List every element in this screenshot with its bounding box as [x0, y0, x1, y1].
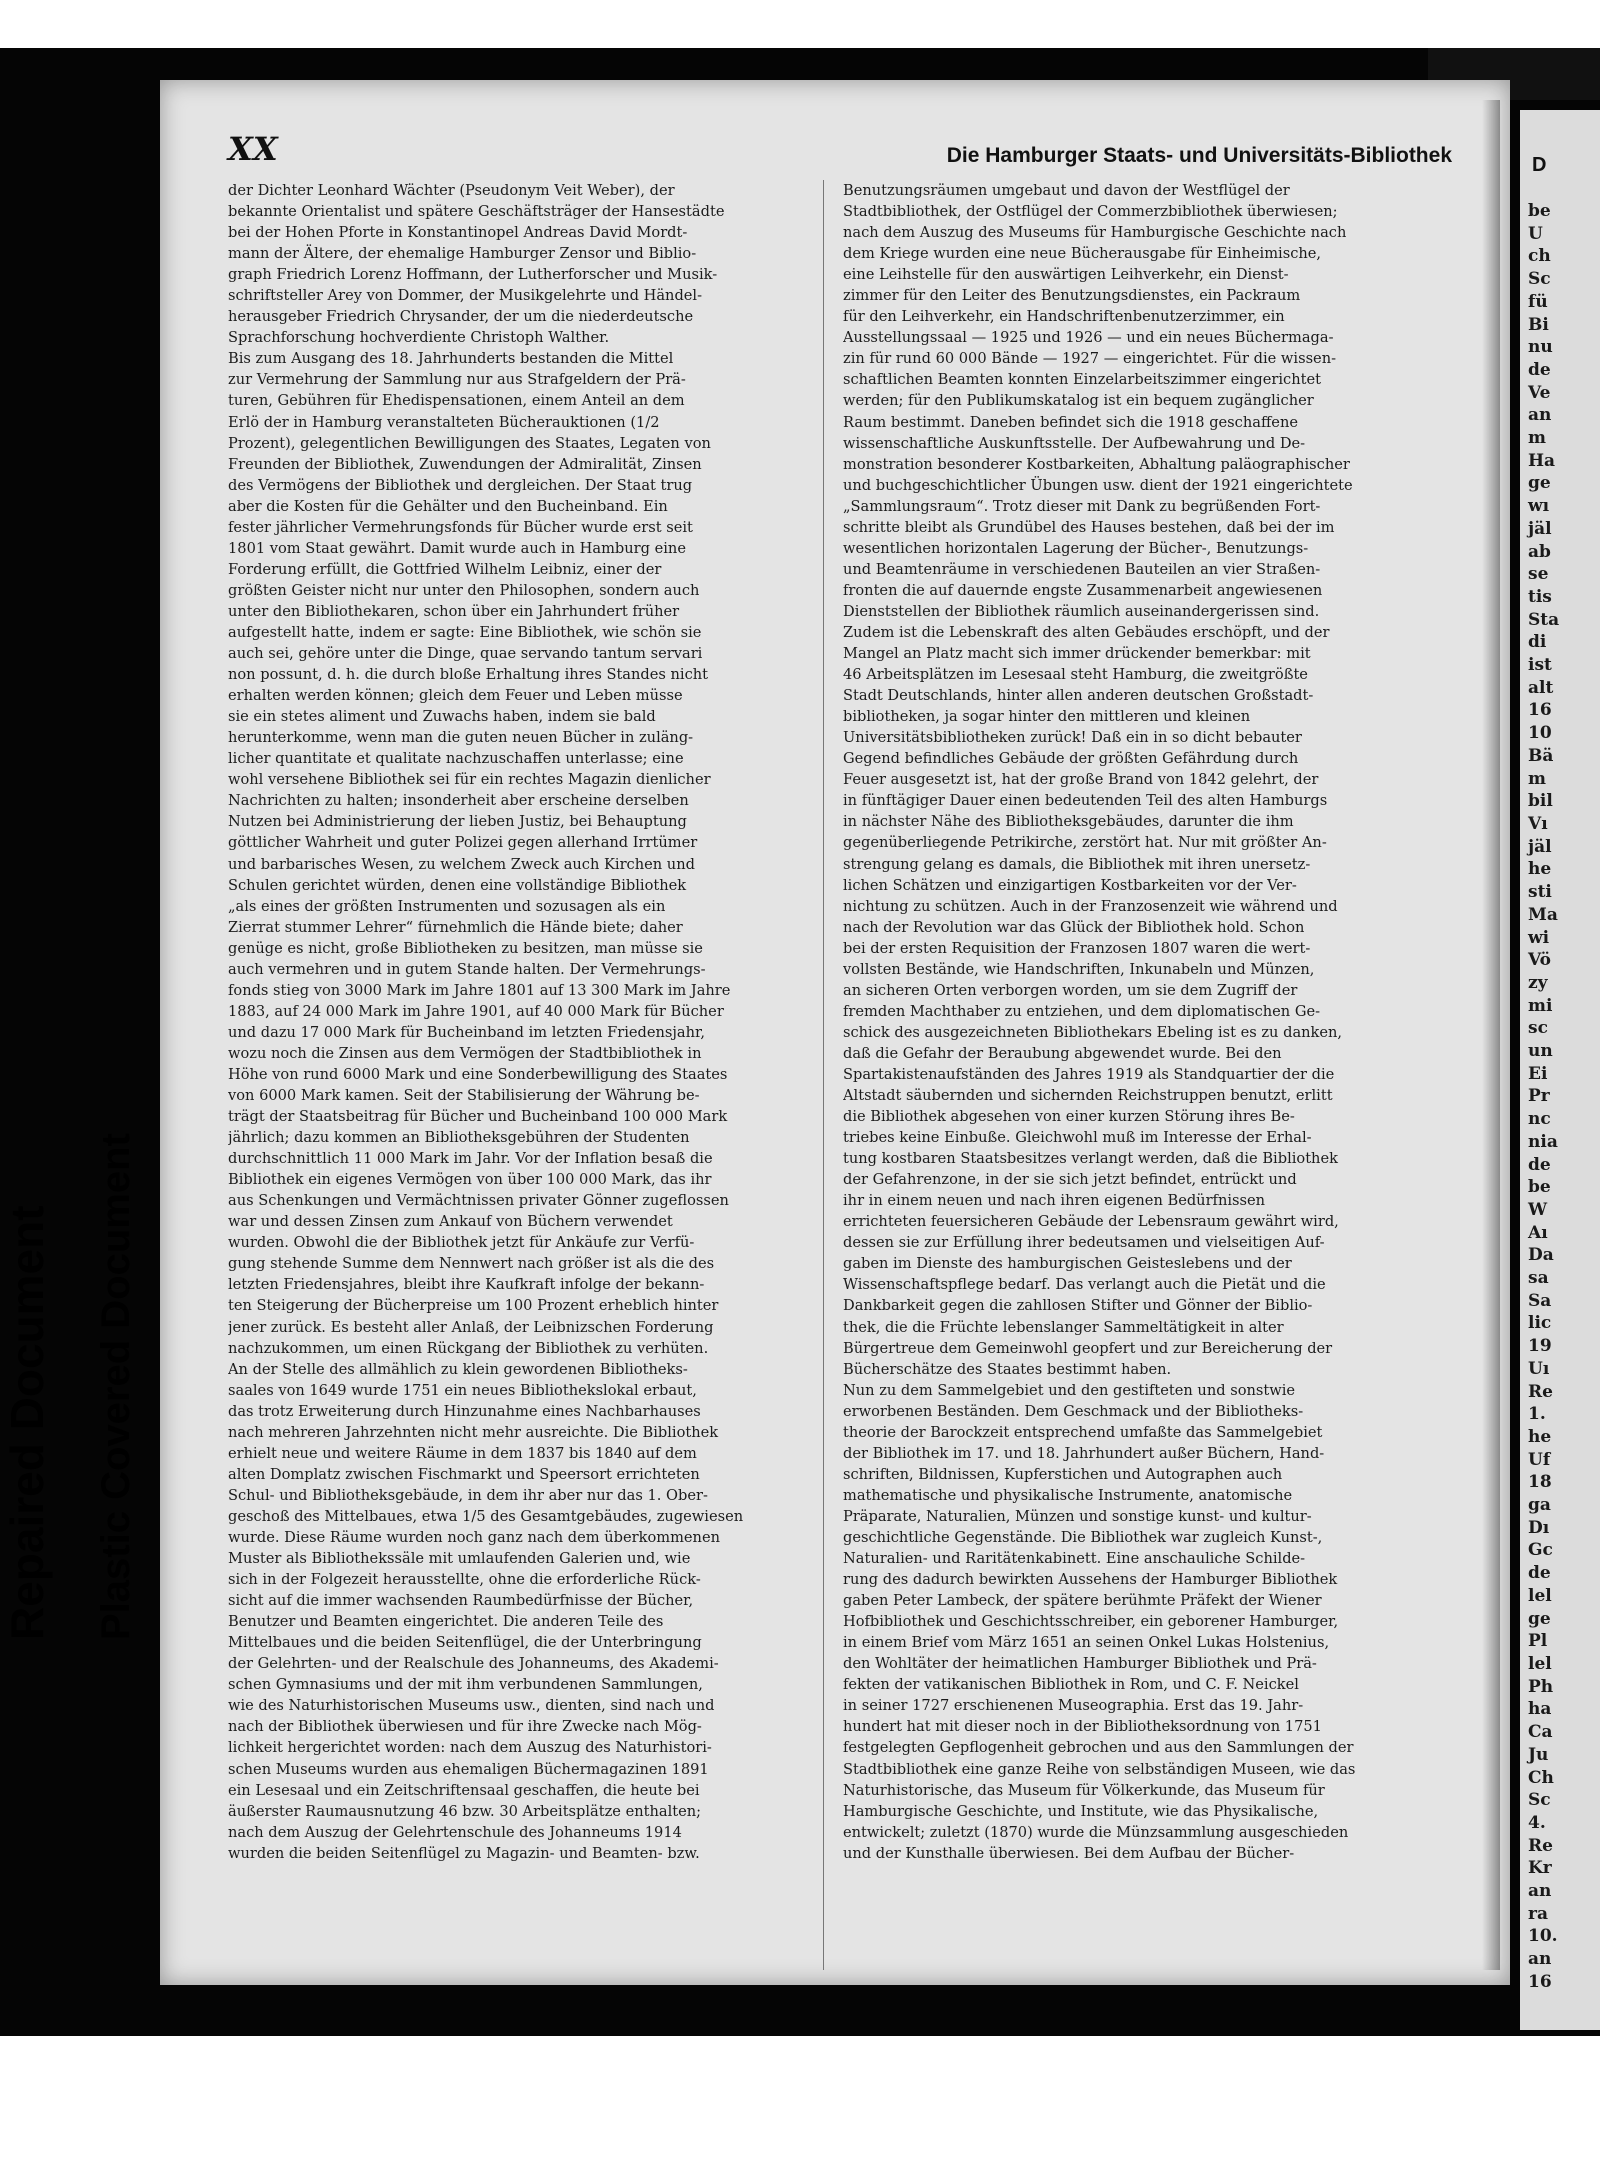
adjacent-text-line: se	[1528, 564, 1549, 585]
text-line: Freunden der Bibliothek, Zuwendungen der Admiralität, Zinsen	[228, 455, 702, 473]
adjacent-text-line: Ph	[1528, 1676, 1554, 1697]
text-line: rung des dadurch bewirkten Aussehens der Hamburger Bibliothek	[843, 1571, 1338, 1589]
text-line: die Bibliothek abgesehen von einer kurzen Störung ihres Be-	[843, 1108, 1295, 1126]
text-line: monstration besonderer Kostbarkeiten, Abhaltung paläographischer	[843, 455, 1350, 473]
text-line: fester jährlicher Vermehrungsfonds für Bücher wurde erst seit	[228, 518, 693, 536]
adjacent-text-line: de	[1528, 1154, 1551, 1175]
text-line: bibliotheken, ja sogar hinter den mittleren und kleinen	[843, 708, 1251, 726]
text-line: mathematische und physikalische Instrumente, anatomische	[843, 1486, 1293, 1504]
text-line: durchschnittlich 11 000 Mark im Jahr. Vor der Inflation besaß die	[228, 1150, 713, 1168]
text-line: schen Gymnasiums und der mit ihm verbundenen Sammlungen,	[228, 1676, 703, 1694]
text-line: und barbarisches Wesen, zu welchem Zweck auch Kirchen und	[228, 855, 695, 873]
adjacent-text-line: 16	[1528, 700, 1552, 721]
adjacent-text-line: jäl	[1528, 518, 1552, 539]
text-line: ten Steigerung der Bücherpreise um 100 Prozent erheblich hinter	[228, 1297, 719, 1315]
text-line: Präparate, Naturalien, Münzen und sonstige kunst- und kultur-	[843, 1507, 1312, 1525]
adjacent-text-line: Vı	[1528, 813, 1548, 834]
text-line: festgelegten Gepflogenheit gebrochen und aus den Sammlungen der	[843, 1739, 1354, 1757]
text-line: aufgestellt hatte, indem er sagte: Eine Bibliothek, wie schön sie	[228, 623, 702, 641]
adjacent-text-line: sa	[1528, 1268, 1549, 1289]
text-line: und der Kunsthalle überwiesen. Bei dem Aufbau der Bücher-	[843, 1844, 1295, 1862]
text-line: Zudem ist die Lebenskraft des alten Gebäudes erschöpft, und der	[843, 623, 1330, 641]
text-line: Naturhistorische, das Museum für Völkerkunde, das Museum für	[843, 1781, 1325, 1799]
text-line: Schul- und Bibliotheksgebäude, in dem ihr aber nur das 1. Ober-	[228, 1486, 708, 1504]
adjacent-text-line: 10.	[1528, 1926, 1558, 1947]
text-line: sich in der Folgezeit herausstellte, ohne die erforderliche Rück-	[228, 1571, 701, 1589]
text-column-left	[228, 180, 813, 1864]
text-line: bei der Hohen Pforte in Konstantinopel Andreas David Mordt-	[228, 224, 688, 242]
text-line: erhalten werden können; gleich dem Feuer und Leben müsse	[228, 687, 683, 705]
adjacent-text-line: W	[1528, 1199, 1548, 1220]
text-line: Nachrichten zu halten; insonderheit aber erscheine derselben	[228, 792, 689, 810]
text-line: sicht auf die immer wachsenden Raumbedürfnisse der Bücher,	[228, 1592, 694, 1610]
adjacent-text-line: nc	[1528, 1109, 1551, 1130]
text-line: schriften, Bildnissen, Kupferstichen und Autographen auch	[843, 1465, 1283, 1483]
adjacent-text-line: Ma	[1528, 904, 1558, 925]
adjacent-text-line: wi	[1528, 927, 1550, 948]
text-line: und Beamtenräume in verschiedenen Bauteilen an vier Straßen-	[843, 560, 1321, 578]
adjacent-text-line: Uı	[1528, 1358, 1550, 1379]
text-line: von 6000 Mark kamen. Seit der Stabilisierung der Währung be-	[228, 1087, 700, 1105]
text-line: Stadtbibliothek, der Ostflügel der Commerzbibliothek überwiesen;	[843, 203, 1338, 221]
text-line: war und dessen Zinsen zum Ankauf von Büchern verwendet	[228, 1213, 673, 1231]
text-line: der Bibliothek im 17. und 18. Jahrhundert außer Büchern, Hand-	[843, 1444, 1325, 1462]
text-line: strengung gelang es damals, die Bibliothek mit ihren unersetz-	[843, 855, 1311, 873]
text-line: triebes keine Einbuße. Gleichwohl muß im Interesse der Erhal-	[843, 1129, 1312, 1147]
text-line: saales von 1649 wurde 1751 ein neues Bibliothekslokal erbaut,	[228, 1381, 697, 1399]
text-line: Gegend befindliches Gebäude der größten Gefährdung durch	[843, 750, 1299, 768]
text-line: hundert hat mit dieser noch in der Bibliotheksordnung von 1751	[843, 1718, 1322, 1736]
text-line: wesentlichen horizontalen Lagerung der Bücher-, Benutzungs-	[843, 539, 1309, 557]
adjacent-text-line: 18	[1528, 1472, 1552, 1493]
column-divider	[823, 180, 824, 1970]
adjacent-text-line: lel	[1528, 1654, 1552, 1674]
text-line: zimmer für den Leiter des Benutzungsdienstes, ein Packraum	[843, 287, 1301, 305]
adjacent-text-line: un	[1528, 1041, 1553, 1062]
text-line: 1883, auf 24 000 Mark im Jahre 1901, auf 40 000 Mark für Bücher	[228, 1002, 724, 1020]
adjacent-text-line: Uf	[1528, 1449, 1551, 1470]
text-line: aus Schenkungen und Vermächtnissen privater Gönner zugeflossen	[228, 1192, 729, 1210]
adjacent-text-line: Ca	[1528, 1722, 1553, 1743]
text-line: Nun zu dem Sammelgebiet und den gestifteten und sonstwie	[843, 1381, 1296, 1399]
adjacent-text-line: Re	[1528, 1835, 1553, 1856]
text-line: in nächster Nähe des Bibliotheksgebäudes, darunter die ihm	[843, 813, 1294, 831]
text-line: Prozent), gelegentlichen Bewilligungen des Staates, Legaten von	[228, 434, 711, 452]
text-line: Dankbarkeit gegen die zahllosen Stifter und Gönner der Biblio-	[843, 1297, 1313, 1315]
text-line: der Gefahrenzone, in der sie sich jetzt befindet, entrückt und	[843, 1171, 1297, 1189]
text-line: nichtung zu schützen. Auch in der Franzosenzeit wie während und	[843, 897, 1338, 915]
text-line: genüge es nicht, große Bibliotheken zu besitzen, man müsse sie	[228, 939, 703, 957]
text-line: An der Stelle des allmählich zu klein gewordenen Bibliotheks-	[228, 1360, 688, 1378]
adjacent-text-line: lic	[1528, 1313, 1552, 1334]
text-line: errichteten feuersicheren Gebäude der Lebensraum gewährt wird,	[843, 1213, 1339, 1231]
adjacent-text-line: Pl	[1528, 1631, 1548, 1652]
text-line: in fünftägiger Dauer einen bedeutenden Teil des alten Hamburgs	[843, 792, 1328, 810]
text-line: eine Leihstelle für den auswärtigen Leihverkehr, ein Dienst-	[843, 266, 1289, 284]
adjacent-text-line: Pr	[1528, 1086, 1550, 1107]
adjacent-text-line: Vö	[1528, 950, 1551, 971]
text-line: licher quantitate et qualitate nachzuschaffen unterlasse; eine	[228, 750, 684, 768]
text-line: Muster als Bibliothekssäle mit umlaufenden Galerien und, wie	[228, 1550, 691, 1568]
adjacent-text-line: Da	[1528, 1245, 1554, 1266]
adjacent-text-line: 19	[1528, 1336, 1552, 1357]
text-line: Forderung erfüllt, die Gottfried Wilhelm Leibniz, einer der	[228, 560, 662, 578]
text-line: Raum bestimmt. Daneben befindet sich die 1918 geschaffene	[843, 413, 1298, 431]
text-line: Wissenschaftspflege bedarf. Das verlangt auch die Pietät und die	[843, 1276, 1326, 1294]
adjacent-text-line: 10	[1528, 723, 1552, 744]
text-line: Spartakistenaufständen des Jahres 1919 als Standquartier der die	[843, 1065, 1335, 1083]
text-line: sie ein stetes aliment und Zuwachs haben, indem sie bald	[228, 708, 656, 726]
adjacent-text-line: tis	[1528, 586, 1552, 607]
text-line: bekannte Orientalist und spätere Geschäftsträger der Hansestädte	[228, 203, 725, 221]
text-line: fonds stieg von 3000 Mark im Jahre 1801 auf 13 300 Mark im Jahre	[228, 981, 731, 999]
text-line: gaben im Dienste des hamburgischen Geisteslebens und der	[843, 1255, 1292, 1273]
page-number: XX	[228, 130, 278, 168]
text-line: an sicheren Orten verborgen worden, um sie dem Zugriff der	[843, 981, 1298, 999]
adjacent-text-line: ge	[1528, 1608, 1551, 1629]
adjacent-text-line: Sc	[1528, 1790, 1551, 1811]
text-line: mann der Ältere, der ehemalige Hamburger Zensor und Biblio-	[228, 245, 697, 263]
adjacent-text-line: Ha	[1528, 450, 1556, 471]
text-line: und dazu 17 000 Mark für Bucheinband im letzten Friedensjahr,	[228, 1023, 706, 1041]
page-crease	[1482, 100, 1500, 1970]
text-line: Naturalien- und Raritätenkabinett. Eine anschauliche Schilde-	[843, 1550, 1306, 1568]
adjacent-text-line: Kr	[1528, 1858, 1552, 1879]
text-line: und buchgeschichtlicher Übungen usw. dient der 1921 eingerichtete	[843, 476, 1353, 494]
text-line: gegenüberliegende Petrikirche, zerstört hat. Nur mit größter An-	[843, 834, 1327, 852]
adjacent-text-line: Bä	[1528, 745, 1554, 766]
repaired-document-label: Repaired Document	[1, 1205, 53, 1640]
text-line: Hamburgische Geschichte, und Institute, wie das Physikalische,	[843, 1802, 1319, 1820]
text-line: auch vermehren und in gutem Stande halten. Der Vermehrungs-	[228, 960, 706, 978]
text-line: göttlicher Wahrheit und guter Polizei gegen allerhand Irrtümer	[228, 834, 698, 852]
text-line: zin für rund 60 000 Bände — 1927 — eingerichtet. Für die wissen-	[843, 350, 1337, 368]
text-line: geschoß des Mittelbaues, etwa 1/5 des Gesamtgebäudes, zugewiesen	[228, 1507, 744, 1525]
text-line: wozu noch die Zinsen aus dem Vermögen der Stadtbibliothek in	[228, 1044, 702, 1062]
text-line: entwickelt; zuletzt (1870) wurde die Münzsammlung ausgeschieden	[843, 1823, 1349, 1841]
adjacent-page-text	[1528, 200, 1600, 1994]
text-line: nachzukommen, um einen Rückgang der Bibliothek zu verhüten.	[228, 1339, 709, 1357]
adjacent-text-line: ga	[1528, 1495, 1551, 1516]
text-line: in einem Brief vom März 1651 an seinen Onkel Lukas Holstenius,	[843, 1634, 1330, 1652]
text-line: Sprachforschung hochverdiente Christoph Walther.	[228, 329, 610, 347]
text-line: schen Museums wurden aus ehemaligen Büchermagazinen 1891	[228, 1760, 709, 1778]
adjacent-text-line: Sc	[1528, 269, 1551, 290]
adjacent-text-line: fü	[1528, 291, 1548, 312]
text-line: den Wohltäter der heimatlichen Hamburger Bibliothek und Prä-	[843, 1655, 1317, 1673]
text-line: nach dem Auszug der Gelehrtenschule des Johanneums 1914	[228, 1823, 682, 1841]
text-line: vollsten Bestände, wie Handschriften, Inkunabeln und Münzen,	[843, 960, 1315, 978]
adjacent-page	[1520, 110, 1600, 2030]
text-line: erworbenen Beständen. Dem Geschmack und der Bibliotheks-	[843, 1402, 1304, 1420]
text-line: nach mehreren Jahrzehnten nicht mehr ausreichte. Die Bibliothek	[228, 1423, 719, 1441]
text-line: zur Vermehrung der Sammlung nur aus Strafgeldern der Prä-	[228, 371, 686, 389]
adjacent-text-line: Re	[1528, 1381, 1553, 1402]
text-line: wohl versehene Bibliothek sei für ein rechtes Magazin dienlicher	[228, 771, 711, 789]
text-line: nach der Revolution war das Glück der Bibliothek hold. Schon	[843, 918, 1305, 936]
text-line: trägt der Staatsbeitrag für Bücher und Bucheinband 100 000 Mark	[228, 1108, 728, 1126]
text-line: der Gelehrten- und der Realschule des Johanneums, des Akademi-	[228, 1655, 719, 1673]
running-title: Die Hamburger Staats- und Universitäts-Bibliothek	[946, 144, 1452, 167]
text-line: alten Domplatz zwischen Fischmarkt und Speersort errichteten	[228, 1465, 700, 1483]
text-line: thek, die die Früchte lebenslanger Sammeltätigkeit in alter	[843, 1318, 1284, 1336]
adjacent-text-line: he	[1528, 1426, 1552, 1447]
adjacent-text-line: ha	[1528, 1699, 1552, 1720]
text-line: Altstadt säubernden und sichernden Reichstruppen benutzt, erlitt	[843, 1087, 1333, 1105]
adjacent-text-line: an	[1528, 405, 1552, 426]
adjacent-text-line: be	[1528, 201, 1551, 221]
adjacent-text-line: an	[1528, 1949, 1552, 1970]
text-line: fekten der vatikanischen Bibliothek in Rom, und C. F. Neickel	[843, 1676, 1299, 1694]
adjacent-text-line: Ch	[1528, 1767, 1554, 1788]
text-line: Schulen gerichtet würden, denen eine vollständige Bibliothek	[228, 876, 687, 894]
text-line: „als eines der größten Instrumenten und sozusagen als ein	[228, 897, 666, 915]
text-line: das trotz Erweiterung durch Hinzunahme eines Nachbarhauses	[228, 1402, 701, 1420]
adjacent-text-line: he	[1528, 859, 1552, 880]
adjacent-text-line: nu	[1528, 337, 1553, 358]
text-line: Ausstellungssaal — 1925 und 1926 — und ein neues Büchermaga-	[843, 329, 1334, 347]
adjacent-text-line: 1.	[1528, 1404, 1546, 1425]
text-line: wurden. Obwohl die der Bibliothek jetzt für Ankäufe zur Verfü-	[228, 1234, 695, 1252]
adjacent-text-line: sti	[1528, 882, 1552, 903]
text-line: Zierrat stummer Lehrer“ fürnehmlich die Hände biete; daher	[228, 918, 683, 936]
adjacent-text-line: Dı	[1528, 1517, 1550, 1538]
text-line: der Dichter Leonhard Wächter (Pseudonym Veit Weber), der	[228, 182, 675, 199]
adjacent-text-line: Ei	[1528, 1063, 1548, 1084]
adjacent-text-line: wı	[1528, 496, 1550, 517]
text-line: „Sammlungsraum“. Trotz dieser mit Dank zu begrüßenden Fort-	[843, 497, 1321, 515]
text-line: Höhe von rund 6000 Mark und eine Sonderbewilligung des Staates	[228, 1065, 728, 1083]
text-line: Mangel an Platz macht sich immer drückender bemerkbar: mit	[843, 645, 1311, 663]
text-line: Benutzer und Beamten eingerichtet. Die anderen Teile des	[228, 1613, 664, 1631]
adjacent-text-line: mi	[1528, 995, 1553, 1016]
text-line: fronten die auf dauernde engste Zusammenarbeit angewiesenen	[843, 581, 1323, 599]
text-line: gaben Peter Lambeck, der spätere berühmte Präfekt der Wiener	[843, 1592, 1322, 1610]
adjacent-text-line: alt	[1528, 677, 1554, 698]
text-line: schriftsteller Arey von Dommer, der Musikgelehrte und Händel-	[228, 287, 703, 305]
text-line: jährlich; dazu kommen an Bibliotheksgebühren der Studenten	[228, 1129, 690, 1147]
text-line: in seiner 1727 erschienenen Museographia. Erst das 19. Jahr-	[843, 1697, 1304, 1715]
text-line: jener zurück. Es besteht aller Anlaß, der Leibnizschen Forderung	[228, 1318, 714, 1336]
adjacent-text-line: m	[1528, 768, 1546, 789]
adjacent-text-line: ist	[1528, 655, 1552, 676]
adjacent-text-line: Ve	[1528, 382, 1551, 403]
text-line: Stadt Deutschlands, hinter allen anderen deutschen Großstadt-	[843, 687, 1314, 705]
adjacent-text-line: Ju	[1528, 1744, 1549, 1765]
adjacent-text-line: bil	[1528, 791, 1553, 812]
text-line: Erlö der in Hamburg veranstalteten Bücherauktionen (1/2	[228, 413, 660, 431]
text-line: 1801 vom Staat gewährt. Damit wurde auch in Hamburg eine	[228, 539, 686, 557]
text-line: letzten Friedensjahres, bleibt ihre Kaufkraft infolge der bekann-	[228, 1276, 705, 1294]
document-page	[160, 80, 1510, 1985]
adjacent-text-line: sc	[1528, 1018, 1548, 1039]
text-line: wurden die beiden Seitenflügel zu Magazin- und Beamten- bzw.	[228, 1844, 700, 1862]
text-line: des Vermögens der Bibliothek und dergleichen. Der Staat trug	[228, 476, 693, 494]
text-line: Benutzungsräumen umgebaut und davon der Westflügel der	[843, 182, 1290, 199]
text-line: auch sei, gehöre unter die Dinge, quae servando tantum servari	[228, 645, 703, 663]
bottom-margin	[0, 2036, 1600, 2177]
text-line: größten Geister nicht nur unter den Philosophen, sondern auch	[228, 581, 700, 599]
text-line: herunterkomme, wenn man die guten neuen Bücher in zuläng-	[228, 729, 694, 747]
text-line: 46 Arbeitsplätzen im Lesesaal steht Hamburg, die zweitgrößte	[843, 666, 1308, 684]
text-line: theorie der Barockzeit entsprechend umfaßte das Sammelgebiet	[843, 1423, 1323, 1441]
text-line: fremden Machthaber zu entziehen, und dem diplomatischen Ge-	[843, 1002, 1321, 1020]
text-line: gung stehende Summe dem Nennwert nach größer ist als die des	[228, 1255, 715, 1273]
text-line: ein Lesesaal und ein Zeitschriftensaal geschaffen, die heute bei	[228, 1781, 700, 1799]
text-line: geschichtliche Gegenstände. Die Bibliothek war zugleich Kunst-,	[843, 1529, 1323, 1546]
adjacent-text-line: lel	[1528, 1585, 1552, 1606]
adjacent-text-line: an	[1528, 1881, 1552, 1902]
adjacent-page-header: D	[1532, 154, 1547, 176]
adjacent-text-line: ch	[1528, 246, 1551, 267]
adjacent-text-line: Gc	[1528, 1540, 1553, 1561]
text-line: Feuer ausgesetzt ist, hat der große Brand von 1842 gelehrt, der	[843, 771, 1319, 789]
text-line: turen, Gebühren für Ehedispensationen, einem Anteil an dem	[228, 392, 685, 410]
text-line: Universitätsbibliotheken zurück! Daß ein in so dicht bebauter	[843, 729, 1302, 747]
text-line: erhielt neue und weitere Räume in dem 1837 bis 1840 auf dem	[228, 1444, 697, 1462]
adjacent-text-line: Bi	[1528, 314, 1549, 335]
adjacent-text-line: be	[1528, 1177, 1551, 1198]
adjacent-text-line: Sa	[1528, 1290, 1552, 1311]
text-line: tung kostbaren Staatsbesitzes verlangt werden, daß die Bibliothek	[843, 1150, 1338, 1168]
text-line: Stadtbibliothek eine ganze Reihe von selbständigen Museen, wie das	[843, 1760, 1356, 1778]
text-line: Bürgertreue dem Gemeinwohl geopfert und zur Bereicherung der	[843, 1339, 1333, 1357]
text-line: herausgeber Friedrich Chrysander, der um die niederdeutsche	[228, 308, 694, 326]
adjacent-text-line: 16	[1528, 1971, 1552, 1992]
text-line: nach dem Auszug des Museums für Hamburgische Geschichte nach	[843, 224, 1347, 242]
text-line: äußerster Raumausnutzung 46 bzw. 30 Arbeitsplätze enthalten;	[228, 1802, 702, 1820]
text-line: Hofbibliothek und Geschichtsschreiber, ein geborener Hamburger,	[843, 1613, 1339, 1631]
text-line: wurde. Diese Räume wurden noch ganz nach dem überkommenen	[228, 1529, 720, 1546]
text-line: schick des ausgezeichneten Bibliothekars Ebeling ist es zu danken,	[843, 1023, 1343, 1041]
text-line: Dienststellen der Bibliothek räumlich auseinandergerissen sind.	[843, 602, 1320, 620]
adjacent-text-line: ge	[1528, 473, 1551, 494]
adjacent-text-line: de	[1528, 1563, 1551, 1584]
text-line: wie des Naturhistorischen Museums usw., dienten, sind nach und	[228, 1697, 715, 1715]
top-margin	[0, 0, 1600, 48]
adjacent-text-line: m	[1528, 428, 1546, 449]
text-line: dem Kriege wurden eine neue Bücherausgabe für Einheimische,	[843, 245, 1322, 263]
text-line: Bis zum Ausgang des 18. Jahrhunderts bestanden die Mittel	[228, 350, 674, 368]
adjacent-text-line: ra	[1528, 1903, 1548, 1924]
adjacent-text-line: Sta	[1528, 609, 1560, 630]
text-line: Bücherschätze des Staates bestimmt haben.	[843, 1360, 1172, 1378]
text-line: graph Friedrich Lorenz Hoffmann, der Lutherforscher und Musik-	[228, 266, 718, 284]
text-line: Mittelbaues und die beiden Seitenflügel, die der Unterbringung	[228, 1634, 702, 1652]
text-line: lichkeit hergerichtet worden: nach dem Auszug des Naturhistori-	[228, 1739, 712, 1757]
text-line: unter den Bibliothekaren, schon über ein Jahrhundert früher	[228, 602, 680, 620]
text-line: non possunt, d. h. die durch bloße Erhaltung ihres Standes nicht	[228, 666, 709, 684]
text-line: nach der Bibliothek überwiesen und für ihre Zwecke nach Mög-	[228, 1718, 702, 1736]
adjacent-text-line: zy	[1528, 972, 1548, 993]
text-line: dessen sie zur Erfüllung ihrer bedeutsamen und vielseitigen Auf-	[843, 1234, 1325, 1252]
adjacent-text-line: ab	[1528, 541, 1551, 562]
text-column-right	[843, 180, 1428, 1864]
adjacent-text-line: 4.	[1528, 1812, 1546, 1833]
text-line: daß die Gefahr der Beraubung abgewendet wurde. Bei den	[843, 1044, 1282, 1062]
text-line: schritte bleibt als Grundübel des Hauses bestehen, daß bei der im	[843, 518, 1335, 536]
plastic-covered-document-label: Plastic Covered Document	[94, 1133, 138, 1640]
text-line: ihr in einem neuen und nach ihren eigenen Bedürfnissen	[843, 1192, 1266, 1210]
adjacent-text-line: di	[1528, 632, 1547, 653]
text-line: Bibliothek ein eigenes Vermögen von über 100 000 Mark, das ihr	[228, 1171, 712, 1189]
adjacent-text-line: de	[1528, 359, 1551, 380]
adjacent-text-line: jäl	[1528, 836, 1552, 857]
adjacent-text-line: nia	[1528, 1131, 1558, 1152]
text-line: werden; für den Publikumskatalog ist ein bequem zugänglicher	[843, 392, 1314, 410]
adjacent-text-line: Aı	[1528, 1222, 1548, 1243]
text-line: für den Leihverkehr, ein Handschriftenbenutzerzimmer, ein	[843, 308, 1285, 326]
text-line: lichen Schätzen und einzigartigen Kostbarkeiten vor der Ver-	[843, 876, 1297, 894]
text-line: schaftlichen Beamten konnten Einzelarbeitszimmer eingerichtet	[843, 371, 1321, 389]
text-line: wissenschaftliche Auskunftsstelle. Der Aufbewahrung und De-	[843, 434, 1306, 452]
text-line: aber die Kosten für die Gehälter und den Bucheinband. Ein	[228, 497, 668, 515]
adjacent-text-line: U	[1528, 223, 1543, 244]
text-line: bei der ersten Requisition der Franzosen 1807 waren die wert-	[843, 939, 1311, 957]
text-line: Nutzen bei Administrierung der lieben Justiz, bei Behauptung	[228, 813, 687, 831]
